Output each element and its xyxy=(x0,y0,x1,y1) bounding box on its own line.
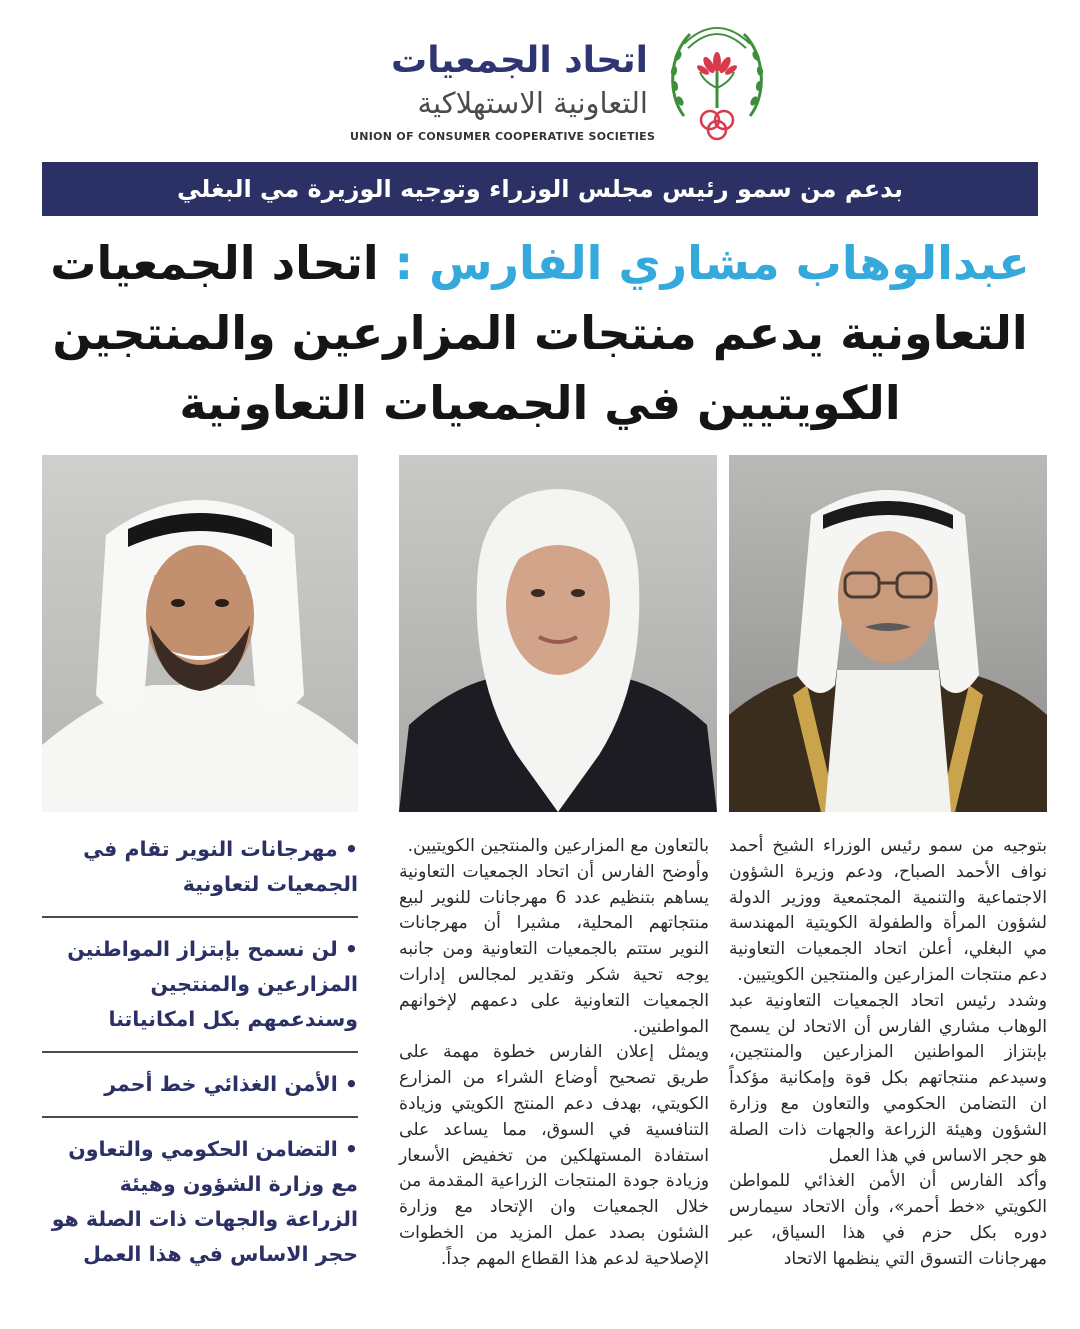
highlight-item xyxy=(42,918,358,1053)
headline-line-1: اتحاد الجمعيات xyxy=(50,236,395,290)
bullet-icon: • xyxy=(344,1137,358,1161)
masthead xyxy=(0,12,1080,152)
org-name-english: UNION OF CONSUMER COOPERATIVE SOCIETIES xyxy=(350,130,656,143)
portrait-photo-prime-minister xyxy=(729,455,1047,812)
highlight-item xyxy=(42,826,358,918)
highlight-text: مهرجانات النوير تقام في الجمعيات لتعاونية xyxy=(83,837,358,896)
article-column-right xyxy=(729,834,1047,1273)
support-banner: بدعم من سمو رئيس مجلس الوزراء وتوجيه الوزيرة مي البغلي xyxy=(42,162,1038,216)
org-name-arabic: اتحاد الجمعيات xyxy=(391,40,648,81)
highlight-item xyxy=(42,1053,358,1118)
article-paragraph: ويمثل إعلان الفارس خطوة مهمة على طريق تصحيح أوضاع الشراء من المزارع الكويتي، بهدف دعم المنتج الكويتي وزيادة التنافسية في السوق، مما يساعد على استفادة المستهلكين من تخفيض الأسعار وزيادة جودة المنتجات الزراعية المقدمة من خلال الجمعيات وان الإتحاد مع وزارة الشئون بصدد عمل المزيد من الخطوات الإصلاحية لدعم هذا القطاع المهم جداً. xyxy=(399,1042,709,1269)
org-subtitle-arabic: التعاونية الاستهلاكية xyxy=(417,86,648,120)
article-column-middle xyxy=(399,834,709,1273)
bullet-icon: • xyxy=(344,1072,358,1096)
bullet-icon: • xyxy=(344,937,358,961)
headline-line-3: الكويتيين في الجمعيات التعاونية xyxy=(179,376,901,430)
bullet-icon: • xyxy=(344,837,358,861)
article-paragraph: وأكد الفارس أن الأمن الغذائي للمواطن الكويتي «خط أحمر»، وأن الاتحاد سيمارس دوره بكل حزم في هذا السياق، عبر مهرجانات التسوق التي ينظمها الاتحاد xyxy=(729,1171,1047,1269)
highlights-column xyxy=(42,826,358,1286)
headline-person-name: عبدالوهاب مشاري الفارس : xyxy=(394,236,1030,290)
portrait-photo-minister xyxy=(399,455,717,812)
article-paragraph: وأوضح الفارس أن اتحاد الجمعيات التعاونية يساهم بتنظيم عدد 6 مهرجانات للنوير لبيع منتجاتهم المحلية، مشيرا أن مهرجانات النوير ستتم بالجمعيات التعاونية ومن جانبه يوجه تحية شكر وتقدير لمجالس إدارات الجمعيات التعاونية على دعمهم لإخوانهم المواطنين. xyxy=(399,861,709,1037)
union-emblem-icon xyxy=(664,16,770,146)
article-paragraph: بالتعاون مع المزارعين والمنتجين الكويتيين. xyxy=(407,836,709,856)
highlight-item xyxy=(42,1118,358,1286)
headline-line-2: التعاونية يدعم منتجات المزارعين والمنتجين xyxy=(52,306,1028,360)
highlight-text: الأمن الغذائي خط أحمر xyxy=(104,1072,338,1096)
article-paragraph: بتوجيه من سمو رئيس الوزراء الشيخ أحمد نواف الأحمد الصباح، ودعم وزيرة الشؤون الاجتماعية والتنمية المجتمعية ووزير الدولة لشؤون المرأة والطفولة الكويتية المهندسة مي البغلي، أعلن اتحاد الجمعيات التعاونية دعم منتجات المزارعين والمنتجين الكويتيين. xyxy=(729,836,1047,985)
article-paragraph: وشدد رئيس اتحاد الجمعيات التعاونية عبد الوهاب مشاري الفارس أن الاتحاد لن يسمح بإبتزاز المواطنين المزارعين والمنتجين، وسيدعم منتجاتهم بكل قوة وإمكانية مؤكداً ان التضامن الحكومي والتعاون مع وزارة الشؤون وهيئة الزراعة والجهات ذات الصلة هو حجر الاساس في هذا العمل xyxy=(729,990,1047,1166)
portrait-photo-al-fares xyxy=(42,455,358,812)
highlight-text: لن نسمح بإبتزاز المواطنين المزارعين والمنتجين وسندعمهم بكل امكانياتنا xyxy=(67,937,358,1031)
highlight-text: التضامن الحكومي والتعاون مع وزارة الشؤون وهيئة الزراعة والجهات ذات الصلة هو حجر الاساس في هذا العمل xyxy=(51,1137,358,1266)
main-headline xyxy=(30,228,1050,438)
